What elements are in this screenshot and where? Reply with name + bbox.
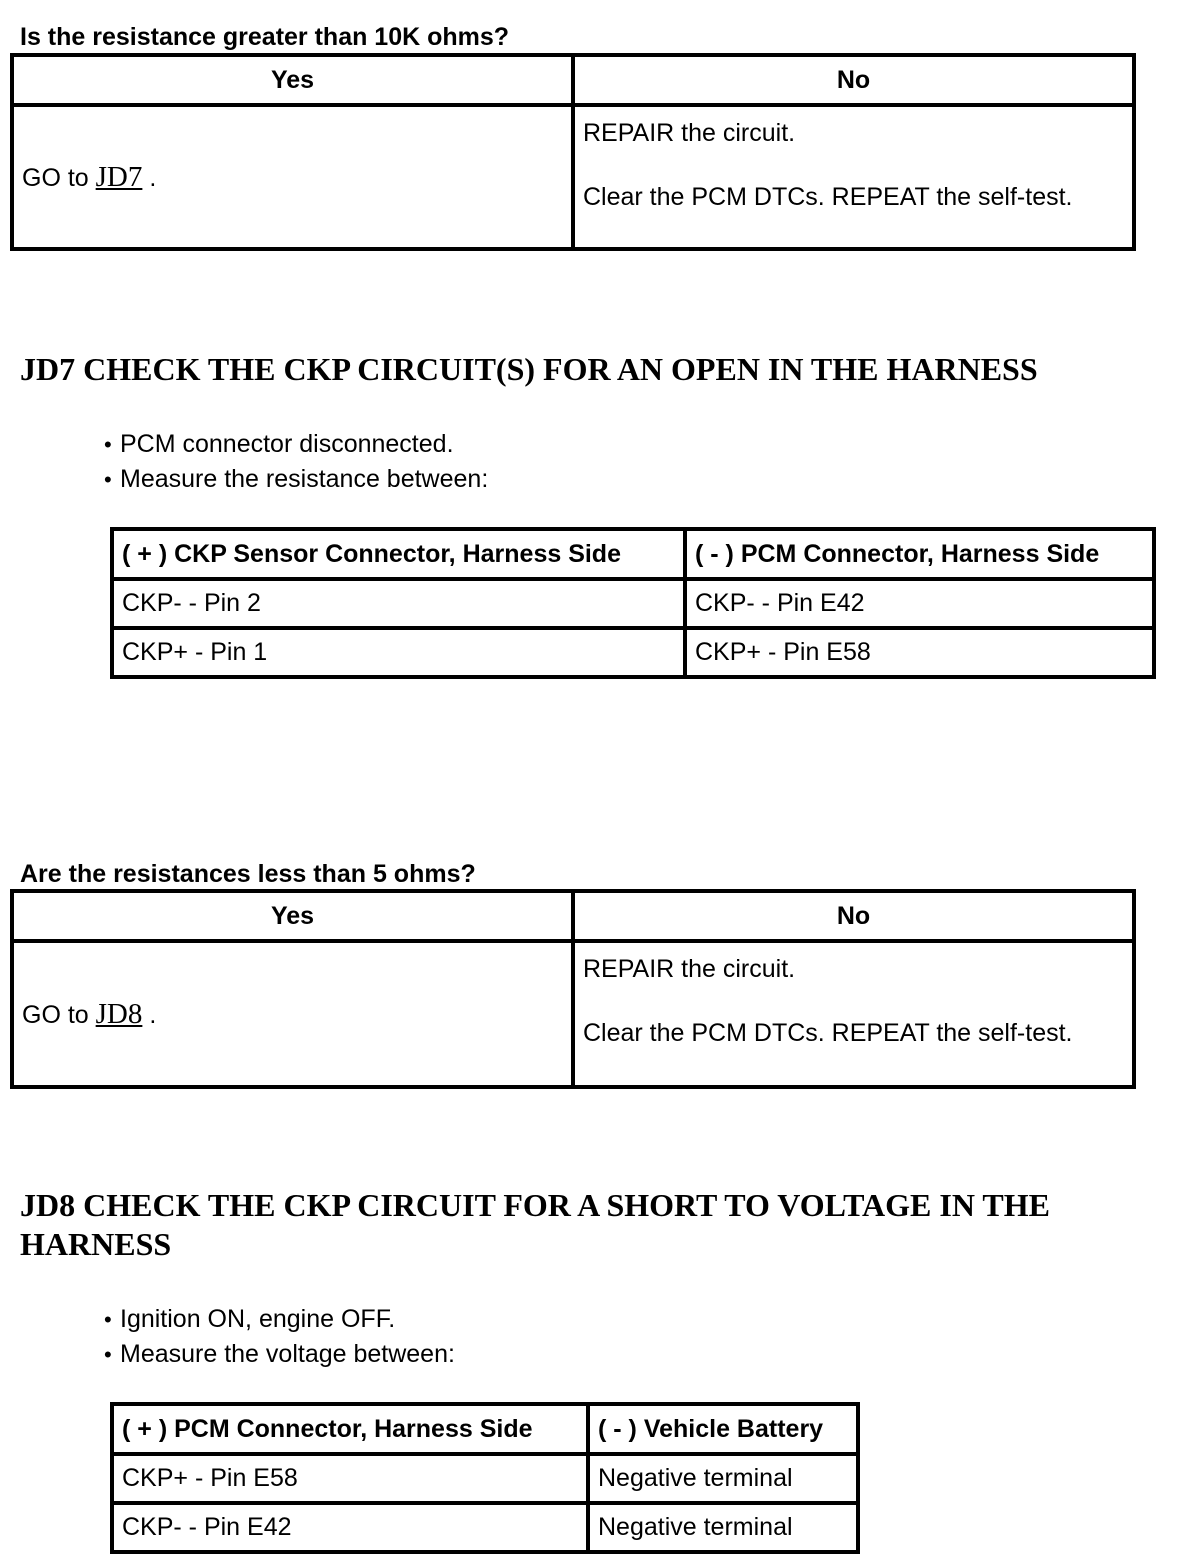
table-cell: CKP+ - Pin 1	[112, 628, 685, 677]
list-item: • PCM connector disconnected.	[104, 427, 488, 462]
question-resistance-5-ohms: Are the resistances less than 5 ohms?	[20, 860, 476, 888]
table-header-row	[12, 55, 1134, 105]
table-row	[12, 105, 1134, 249]
yes-no-table-1	[10, 53, 1136, 251]
no-action-repair: REPAIR the circuit.	[583, 119, 796, 147]
jd8-measurement-table	[110, 1402, 860, 1554]
table-row	[112, 628, 1154, 677]
jd8-bullet-list	[104, 1302, 455, 1372]
table-cell: CKP- - Pin E42	[685, 579, 1154, 628]
no-action-repair: REPAIR the circuit.	[583, 955, 796, 983]
column-header-negative: ( - ) PCM Connector, Harness Side	[685, 529, 1154, 579]
question-resistance-10k: Is the resistance greater than 10K ohms?	[20, 23, 510, 51]
table-row	[12, 941, 1134, 1087]
no-cell	[573, 105, 1134, 249]
table-header-row	[12, 891, 1134, 941]
no-action-clear-dtcs: Clear the PCM DTCs. REPEAT the self-test.	[583, 1019, 1073, 1047]
table-header-row	[112, 1404, 858, 1454]
table-cell: CKP- - Pin E42	[112, 1503, 588, 1552]
jd8-heading: JD8 CHECK THE CKP CIRCUIT FOR A SHORT TO VOLTAGE IN THE HARNESS	[20, 1187, 1050, 1262]
table-row	[112, 1503, 858, 1552]
no-cell	[573, 941, 1134, 1087]
no-action-clear-dtcs: Clear the PCM DTCs. REPEAT the self-test.	[583, 183, 1073, 211]
jd8-link[interactable]: JD8	[95, 997, 143, 1030]
list-item: • Measure the voltage between:	[104, 1337, 455, 1372]
table-cell: CKP+ - Pin E58	[112, 1454, 588, 1503]
yes-no-table-2	[10, 889, 1136, 1089]
column-header-negative: ( - ) Vehicle Battery	[588, 1404, 858, 1454]
table-cell: CKP+ - Pin E58	[685, 628, 1154, 677]
yes-action-text: GO to	[22, 163, 96, 192]
list-item: • Measure the resistance between:	[104, 462, 488, 497]
table-row	[112, 579, 1154, 628]
yes-action-suffix: .	[142, 1000, 157, 1029]
yes-action-text: GO to	[22, 1000, 96, 1029]
table-cell: Negative terminal	[588, 1503, 858, 1552]
column-header-positive: ( + ) CKP Sensor Connector, Harness Side	[112, 529, 685, 579]
table-row	[112, 1454, 858, 1503]
yes-header: Yes	[12, 891, 573, 941]
jd7-measurement-table	[110, 527, 1156, 679]
yes-cell	[12, 105, 573, 249]
yes-action-suffix: .	[142, 163, 157, 192]
list-item: • Ignition ON, engine OFF.	[104, 1302, 455, 1337]
table-cell: CKP- - Pin 2	[112, 579, 685, 628]
jd7-heading: JD7 CHECK THE CKP CIRCUIT(S) FOR AN OPEN IN THE HARNESS	[20, 351, 1038, 387]
no-header: No	[573, 891, 1134, 941]
jd7-bullet-list	[104, 427, 488, 497]
table-cell: Negative terminal	[588, 1454, 858, 1503]
jd7-link[interactable]: JD7	[95, 160, 143, 193]
yes-cell	[12, 941, 573, 1087]
table-header-row	[112, 529, 1154, 579]
column-header-positive: ( + ) PCM Connector, Harness Side	[112, 1404, 588, 1454]
no-header: No	[573, 55, 1134, 105]
yes-header: Yes	[12, 55, 573, 105]
